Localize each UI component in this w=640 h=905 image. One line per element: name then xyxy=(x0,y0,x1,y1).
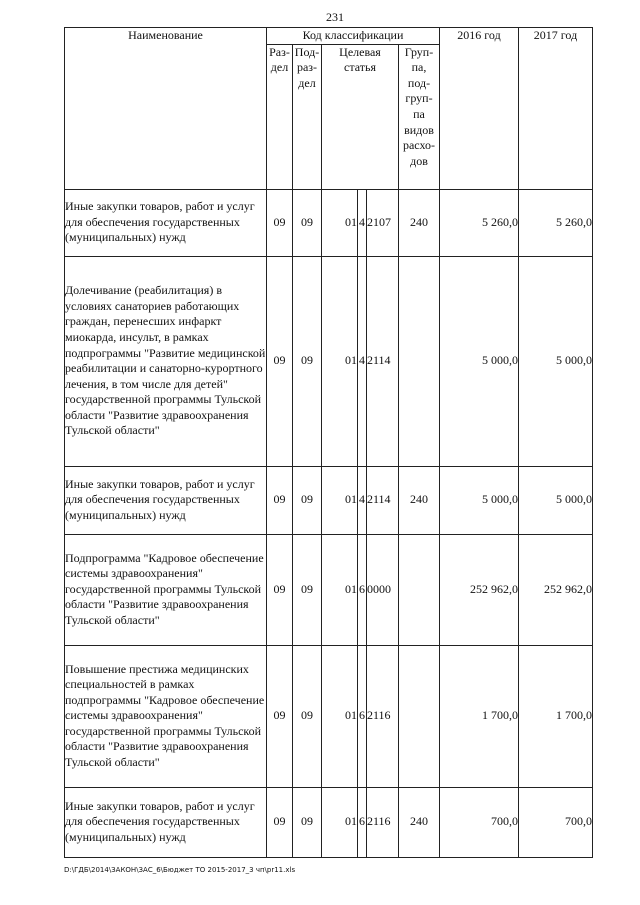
row-amount-2016: 5 260,0 xyxy=(440,189,519,256)
table-row xyxy=(65,256,593,466)
row-name: Иные закупки товаров, работ и услуг для обеспечения государственных (муниципальных) нужд xyxy=(65,787,267,857)
row-subsection: 09 xyxy=(293,256,322,466)
file-path-footer: D:\ГДБ\2014\ЗАКОН\ЗАС_6\Бюджет ТО 2015-2017_3 чп\pr11.xls xyxy=(64,866,296,874)
row-subsection: 09 xyxy=(293,466,322,534)
row-amount-2017: 5 000,0 xyxy=(519,256,593,466)
row-name: Подпрограмма "Кадровое обеспечение системы здравоохранения" государственной программы Тульской области "Развитие здравоохранения Тульской области" xyxy=(65,534,267,645)
row-amount-2017: 252 962,0 xyxy=(519,534,593,645)
row-amount-2017: 5 000,0 xyxy=(519,466,593,534)
row-subsection: 09 xyxy=(293,645,322,787)
row-expense-group xyxy=(399,645,440,787)
row-subsection: 09 xyxy=(293,534,322,645)
table-row xyxy=(65,645,593,787)
row-section: 09 xyxy=(267,466,293,534)
row-article-subprogram: 6 xyxy=(358,787,367,857)
table-header xyxy=(65,28,593,190)
row-name: Повышение престижа медицинских специальностей в рамках подпрограммы "Кадровое обеспечение системы здравоохранения" государственной программы Тульской области "Развитие здравоохранения Тульской области" xyxy=(65,645,267,787)
row-expense-group: 240 xyxy=(399,787,440,857)
row-name: Долечивание (реабилитация) в условиях санаториев работающих граждан, перенесших инфаркт миокарда, инсульт, в рамках подпрограммы "Развитие медицинской реабилитации и санаторно-курортного лечения, в том числе для детей" государственной программы Тульской области "Развитие здравоохранения Тульской области" xyxy=(65,256,267,466)
table-row xyxy=(65,189,593,256)
row-subsection: 09 xyxy=(293,189,322,256)
row-name: Иные закупки товаров, работ и услуг для обеспечения государственных (муниципальных) нужд xyxy=(65,189,267,256)
row-article-subprogram: 4 xyxy=(358,256,367,466)
row-amount-2016: 700,0 xyxy=(440,787,519,857)
budget-table xyxy=(64,27,593,858)
row-expense-group: 240 xyxy=(399,189,440,256)
header-year-2016: 2016 год xyxy=(440,28,519,190)
header-expense-group: Груп- па, под- груп- па видов расхо- дов xyxy=(399,44,440,189)
row-article-code: 2107 xyxy=(367,189,399,256)
row-name: Иные закупки товаров, работ и услуг для обеспечения государственных (муниципальных) нужд xyxy=(65,466,267,534)
row-expense-group: 240 xyxy=(399,466,440,534)
row-article-code: 0000 xyxy=(367,534,399,645)
row-article-subprogram: 6 xyxy=(358,534,367,645)
row-article-program: 01 xyxy=(322,256,358,466)
header-classification-code: Код классификации xyxy=(267,28,440,45)
row-amount-2017: 5 260,0 xyxy=(519,189,593,256)
row-section: 09 xyxy=(267,787,293,857)
row-article-program: 01 xyxy=(322,787,358,857)
row-amount-2016: 252 962,0 xyxy=(440,534,519,645)
row-article-subprogram: 6 xyxy=(358,645,367,787)
row-section: 09 xyxy=(267,256,293,466)
header-year-2017: 2017 год xyxy=(519,28,593,190)
row-article-program: 01 xyxy=(322,534,358,645)
row-section: 09 xyxy=(267,189,293,256)
table-row xyxy=(65,534,593,645)
page-number: 231 xyxy=(326,10,344,24)
row-expense-group xyxy=(399,256,440,466)
row-amount-2017: 700,0 xyxy=(519,787,593,857)
row-article-program: 01 xyxy=(322,466,358,534)
row-expense-group xyxy=(399,534,440,645)
table-row xyxy=(65,466,593,534)
row-article-program: 01 xyxy=(322,645,358,787)
table-row xyxy=(65,787,593,857)
row-section: 09 xyxy=(267,534,293,645)
row-article-program: 01 xyxy=(322,189,358,256)
row-amount-2016: 5 000,0 xyxy=(440,466,519,534)
row-article-code: 2114 xyxy=(367,256,399,466)
row-amount-2016: 5 000,0 xyxy=(440,256,519,466)
row-article-code: 2116 xyxy=(367,645,399,787)
row-subsection: 09 xyxy=(293,787,322,857)
header-subsection: Под- раз- дел xyxy=(293,44,322,189)
header-name: Наименование xyxy=(65,28,267,190)
row-amount-2016: 1 700,0 xyxy=(440,645,519,787)
row-article-code: 2114 xyxy=(367,466,399,534)
header-target-article: Целевая статья xyxy=(322,44,399,189)
row-amount-2017: 1 700,0 xyxy=(519,645,593,787)
row-article-code: 2116 xyxy=(367,787,399,857)
row-article-subprogram: 4 xyxy=(358,189,367,256)
header-section: Раз- дел xyxy=(267,44,293,189)
row-section: 09 xyxy=(267,645,293,787)
row-article-subprogram: 4 xyxy=(358,466,367,534)
